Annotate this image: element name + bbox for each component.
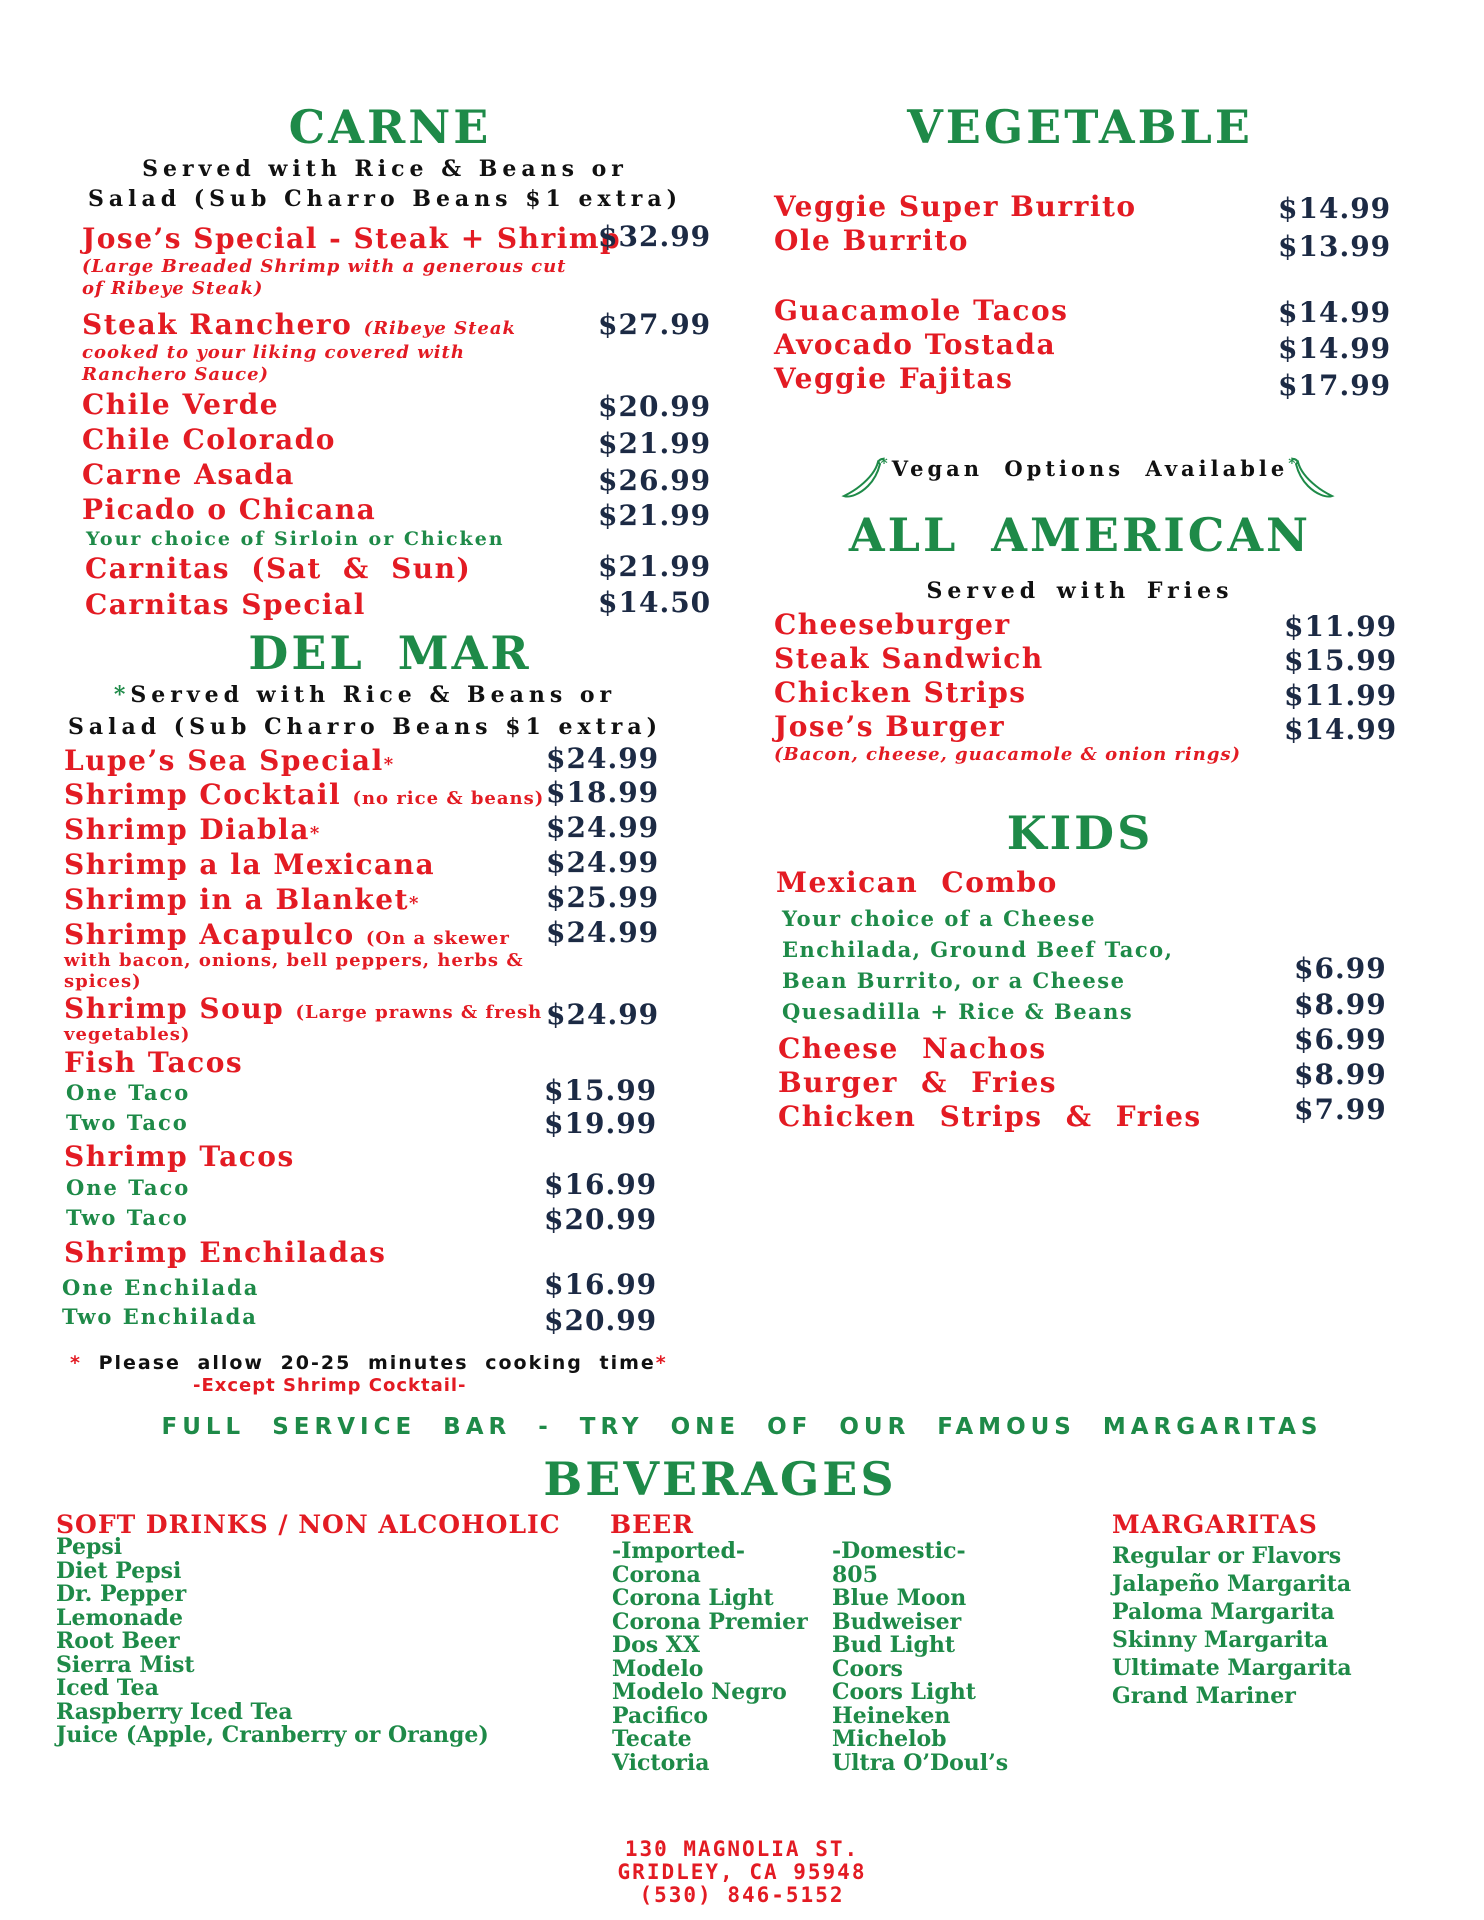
imported-beer-label: -Imported- <box>612 1538 746 1564</box>
combo-description-line: Quesadilla + Rice & Beans <box>782 999 1134 1024</box>
beverage-item: Paloma Margarita <box>1112 1599 1335 1625</box>
combo-description-line: Enchilada, Ground Beef Taco, <box>782 937 1174 962</box>
carne-subtitle-1: Served with Rice & Beans or <box>142 156 628 182</box>
menu-item-price: $32.99 <box>598 220 712 253</box>
beverage-item: Root Beer <box>56 1628 180 1654</box>
menu-item-price: $24.99 <box>546 998 660 1031</box>
menu-item-name: Burger & Fries <box>778 1066 1058 1099</box>
asterisk-icon: * <box>113 682 131 708</box>
domestic-beer-list <box>832 1540 1008 1775</box>
beverage-item: Dos XX <box>612 1632 700 1658</box>
beverage-item: Budweiser <box>832 1608 962 1635</box>
menu-item-price: $6.99 <box>1294 1023 1387 1056</box>
margaritas-heading: MARGARITAS <box>1112 1510 1318 1539</box>
menu-item-price: $21.99 <box>598 427 712 460</box>
menu-item-name: Shrimp Enchiladas <box>64 1236 387 1269</box>
beverage-item: Modelo Negro <box>612 1679 787 1705</box>
menu-item-price: $24.99 <box>546 846 660 879</box>
menu-item-name: Steak Sandwich <box>774 642 1044 675</box>
menu-item-price: $24.99 <box>546 742 660 775</box>
menu-item-price: $7.99 <box>1294 1093 1387 1126</box>
menu-item-name: Ole Burrito <box>774 224 969 257</box>
del-mar-title: DEL MAR <box>248 626 532 680</box>
menu-item-name: Picado o Chicana <box>82 493 377 526</box>
beverage-item: Juice (Apple, Cranberry or Orange) <box>56 1722 489 1748</box>
menu-item-name: Jose’s Burger <box>774 710 1006 743</box>
beverage-item: Coors Light <box>832 1679 976 1705</box>
beverage-item: Pacifico <box>612 1702 709 1729</box>
cooking-time-exception: -Except Shrimp Cocktail- <box>193 1375 467 1396</box>
cooking-time-note <box>70 1352 668 1374</box>
menu-item-price: $21.99 <box>598 499 712 532</box>
beverage-item: Diet Pepsi <box>56 1557 182 1584</box>
beverage-item: Sierra Mist <box>56 1651 195 1678</box>
beverage-item: Regular or Flavors <box>1112 1543 1342 1569</box>
menu-item-name: Guacamole Tacos <box>774 294 1069 327</box>
menu-option-price: $20.99 <box>544 1304 658 1337</box>
beverage-item: Ultra O’Doul’s <box>832 1749 1009 1776</box>
vegetable-title: VEGETABLE <box>907 100 1253 154</box>
menu-option-price: $16.99 <box>544 1268 658 1301</box>
menu-item-name: Chile Colorado <box>82 423 336 456</box>
menu-item-price: $20.99 <box>598 390 712 423</box>
menu-item-inline-description: (no rice & beans) <box>352 788 545 809</box>
menu-item-description: vegetables) <box>64 1024 191 1045</box>
menu-item-label: Shrimp Soup <box>64 992 285 1025</box>
vegan-options-note <box>880 456 1300 481</box>
beverage-item: Corona <box>612 1561 701 1588</box>
menu-item-name <box>64 992 542 1025</box>
menu-item-name <box>64 883 419 916</box>
menu-option-price: $19.99 <box>544 1107 658 1140</box>
cooking-time-note-text: Please allow 20-25 minutes cooking time <box>98 1352 656 1374</box>
soft-drinks-heading: SOFT DRINKS / NON ALCOHOLIC <box>56 1510 561 1539</box>
kids-title: KIDS <box>1006 806 1154 860</box>
menu-item-price: $14.50 <box>598 586 712 619</box>
menu-item-name: Chicken Strips & Fries <box>778 1100 1202 1133</box>
menu-item-name <box>82 308 516 341</box>
beverage-item: Michelob <box>832 1726 947 1752</box>
vegan-options-text: Vegan Options Available <box>891 456 1289 481</box>
menu-option-label: Two Enchilada <box>62 1304 258 1329</box>
asterisk-icon: * <box>383 754 395 775</box>
imported-beer-list <box>612 1540 808 1775</box>
menu-item-price: $24.99 <box>546 916 660 949</box>
beverage-item: Victoria <box>612 1749 710 1776</box>
beverage-item: Iced Tea <box>56 1675 159 1701</box>
menu-item-price: $11.99 <box>1284 679 1398 712</box>
beverage-item: Blue Moon <box>832 1585 967 1611</box>
beverage-item: Coors <box>832 1655 903 1682</box>
beverages-title: BEVERAGES <box>543 1452 897 1506</box>
menu-item-price: $13.99 <box>1278 230 1392 263</box>
beverage-item: Skinny Margarita <box>1112 1627 1329 1653</box>
menu-option-label: One Enchilada <box>62 1275 260 1300</box>
menu-item-price: $27.99 <box>598 308 712 341</box>
menu-item-label: Shrimp Cocktail <box>64 778 342 811</box>
carne-subtitle-2: Salad (Sub Charro Beans $1 extra) <box>87 186 683 212</box>
address-block <box>542 1838 942 1907</box>
menu-item-price: $6.99 <box>1294 952 1387 985</box>
menu-option-label: One Taco <box>66 1080 191 1105</box>
menu-item-note: Your choice of Sirloin or Chicken <box>86 528 505 550</box>
beverage-item: Tecate <box>612 1726 692 1752</box>
combo-description-line: Your choice of a Cheese <box>782 906 1096 931</box>
menu-item-name: Cheeseburger <box>774 608 1011 641</box>
menu-item-name: Chile Verde <box>82 388 280 421</box>
menu-item-name <box>64 813 320 846</box>
chili-pepper-icon <box>1290 456 1336 502</box>
beverage-item: Dr. Pepper <box>56 1581 187 1607</box>
asterisk-icon: * <box>1288 456 1300 472</box>
menu-item-inline-description: (Large prawns & fresh <box>295 1002 543 1023</box>
menu-item-name: Shrimp a la Mexicana <box>64 848 436 881</box>
menu-item-price: $21.99 <box>598 550 712 583</box>
menu-item-price: $15.99 <box>1284 644 1398 677</box>
beverage-item: Pepsi <box>56 1534 123 1560</box>
menu-item-name: Veggie Fajitas <box>774 362 1014 395</box>
menu-item-name: Carnitas Special <box>85 588 366 621</box>
menu-option-price: $16.99 <box>544 1168 658 1201</box>
menu-item-price: $26.99 <box>598 464 712 497</box>
menu-item-price: $14.99 <box>1284 713 1398 746</box>
domestic-beer-label: -Domestic- <box>832 1538 966 1564</box>
beer-heading: BEER <box>610 1510 695 1539</box>
menu-item-label: Lupe’s Sea Special <box>64 744 384 777</box>
menu-option-label: Two Taco <box>66 1110 189 1135</box>
menu-item-name: Jose’s Special - Steak + Shrimp <box>82 222 622 255</box>
menu-item-name <box>64 744 394 777</box>
menu-item-name: Avocado Tostada <box>774 328 1057 361</box>
menu-item-name: Mexican Combo <box>776 866 1058 899</box>
asterisk-icon: * <box>409 893 420 914</box>
menu-item-description: cooked to your liking covered with Ranchero Sauce) <box>82 342 465 385</box>
beverage-item: Grand Mariner <box>1112 1683 1296 1709</box>
all-american-title: ALL AMERICAN <box>848 508 1312 562</box>
menu-item-name: Shrimp Tacos <box>64 1140 295 1173</box>
menu-item-label: Steak Ranchero <box>82 308 353 341</box>
carne-title: CARNE <box>288 100 492 154</box>
combo-description-line: Bean Burrito, or a Cheese <box>782 968 1126 993</box>
menu-option-price: $20.99 <box>544 1203 658 1236</box>
full-service-bar-banner: FULL SERVICE BAR - TRY ONE OF OUR FAMOUS MARGARITAS <box>161 1414 1323 1440</box>
menu-item-name: Cheese Nachos <box>778 1032 1047 1065</box>
beverage-item: Corona Premier <box>612 1608 808 1635</box>
beverage-item: Raspberry Iced Tea <box>56 1698 293 1725</box>
menu-item-price: $8.99 <box>1294 1058 1387 1091</box>
menu-option-label: Two Taco <box>66 1205 189 1230</box>
menu-item-label: Shrimp in a Blanket <box>64 883 410 916</box>
asterisk-icon: * <box>655 1352 668 1374</box>
menu-item-price: $25.99 <box>546 881 660 914</box>
del-mar-subtitle-2: Salad (Sub Charro Beans $1 extra) <box>67 714 663 740</box>
menu-item-description: (Large Breaded Shrimp with a generous cut of Ribeye Steak) <box>82 256 567 299</box>
asterisk-icon: * <box>70 1352 82 1374</box>
menu-item-name: Carnitas (Sat & Sun) <box>85 552 472 585</box>
menu-item-price: $14.99 <box>1278 332 1392 365</box>
beverage-item: Modelo <box>612 1655 704 1682</box>
menu-item-name: Fish Tacos <box>64 1046 244 1079</box>
menu-option-price: $15.99 <box>544 1074 658 1107</box>
menu-item-price: $24.99 <box>546 811 660 844</box>
beverage-item: Lemonade <box>56 1604 184 1631</box>
beverage-item: Jalapeño Margarita <box>1112 1571 1352 1597</box>
all-american-subtitle: Served with Fries <box>926 578 1234 604</box>
menu-item-price: $18.99 <box>546 776 660 809</box>
menu-item-price: $17.99 <box>1278 369 1392 402</box>
menu-item-description: (Bacon, cheese, guacamole & onion rings) <box>774 744 1242 765</box>
menu-item-name: Carne Asada <box>82 458 295 491</box>
menu-item-description: with bacon, onions, bell peppers, herbs & spices) <box>64 950 524 992</box>
address-phone: (530) 846-5152 <box>639 1883 845 1907</box>
address-city: GRIDLEY, CA 95948 <box>617 1860 867 1884</box>
address-street: 130 MAGNOLIA ST. <box>624 1837 860 1861</box>
asterisk-icon: * <box>309 823 321 844</box>
menu-item-price: $8.99 <box>1294 988 1387 1021</box>
menu-item-inline-description: (Ribeye Steak <box>363 318 517 339</box>
soft-drinks-list <box>56 1536 489 1748</box>
menu-item-inline-description: (On a skewer <box>365 928 510 949</box>
menu-option-label: One Taco <box>66 1175 191 1200</box>
menu-item-name <box>64 918 510 951</box>
del-mar-subtitle-1-text: Served with Rice & Beans or <box>130 682 617 708</box>
asterisk-icon: * <box>880 456 892 472</box>
menu-item-name <box>64 778 544 811</box>
menu-item-name: Chicken Strips <box>774 676 1027 709</box>
margaritas-list <box>1112 1542 1352 1710</box>
beverage-item: Bud Light <box>832 1632 955 1658</box>
beverage-item: 805 <box>832 1561 878 1588</box>
menu-item-label: Shrimp Diabla <box>64 813 310 846</box>
del-mar-subtitle-1 <box>40 680 690 710</box>
menu-item-price: $14.99 <box>1278 192 1392 225</box>
menu-item-label: Shrimp Acapulco <box>64 918 355 951</box>
beverage-item: Ultimate Margarita <box>1112 1655 1352 1681</box>
beverage-item: Heineken <box>832 1702 951 1729</box>
beverage-item: Corona Light <box>612 1585 774 1611</box>
menu-item-price: $14.99 <box>1278 296 1392 329</box>
menu-item-price: $11.99 <box>1284 610 1398 643</box>
menu-item-name: Veggie Super Burrito <box>774 190 1137 223</box>
